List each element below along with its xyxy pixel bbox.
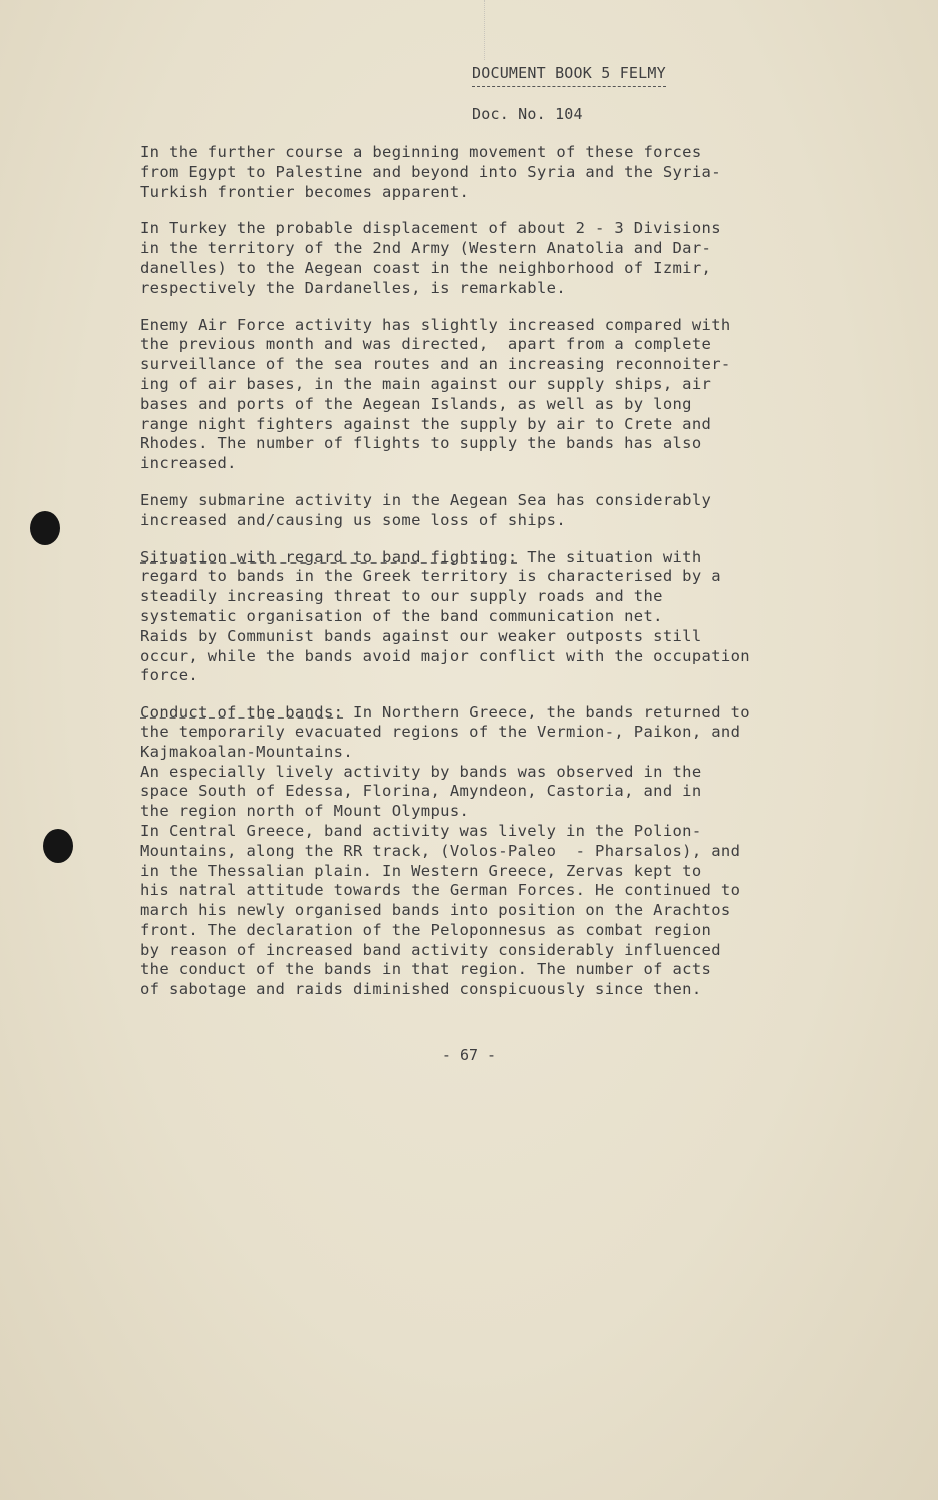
document-number: Doc. No. 104 [472,105,583,123]
document-body [140,143,880,1017]
page-number: - 67 - [441,1046,497,1064]
document-header [472,64,666,123]
punch-hole [30,511,60,545]
paragraph-submarine: Enemy submarine activity in the Aegean Sea has considerably increased and/causing us some loss of ships. [140,490,712,529]
document-title: DOCUMENT BOOK 5 FELMY [472,64,666,87]
punch-hole [43,829,73,863]
section-heading-band-fighting: Situation with regard to band fighting: [140,547,518,566]
paragraph-band-situation-text: The situation with regard to bands in the Greek territory is characterised by a steadily increasing threat to our supply roads and the systematic organisation of the band communication net. Raids by Communist bands against our weaker outposts still occur, while the bands avoid major conflict with the occupation force. [140,547,750,685]
paragraph-air-force: Enemy Air Force activity has slightly increased compared with the previous month and was directed, apart from a complete surveillance of the sea routes and an increasing reconnoiter- ing of air bases, in the main against our supply ships, air bases and ports of the Aegean Islands, as well as by long range night fighters against the supply by air to Crete and Rhodes. The number of flights to supply the bands has also increased. [140,315,731,473]
paragraph-conduct-of-bands-text: In Northern Greece, the bands returned to the temporarily evacuated regions of the Vermion-, Paikon, and Kajmakoalan-Mountains. An especially lively activity by bands was observed in the space South of Edessa, Florina, Amyndeon, Castoria, and in the region north of Mount Olympus. In Central Greece, band activity was lively in the Polion- Mountains, along the RR track, (Volos-Paleo - Pharsalos), and in the Thessalian plain. In Western Greece, Zervas kept to his natral attitude towards the German Forces. He continued to march his newly organised bands into position on the Arachtos front. The declaration of the Peloponnesus as combat region by reason of increased band activity considerably influenced the conduct of the bands in that region. The number of acts of sabotage and raids diminished conspicuously since then. [140,703,750,999]
paragraph-conduct-of-bands [140,703,880,1000]
paragraph-band-situation [140,548,880,687]
paragraph-turkey: In Turkey the probable displacement of about 2 - 3 Divisions in the territory of the 2nd Army (Western Anatolia and Dar- danelles) to the Aegean coast in the neighborhood of Izmir, respectively the Dardanelles, is remarkable. [140,219,721,297]
paragraph-middle-east-forces: In the further course a beginning movement of these forces from Egypt to Palestine and beyond into Syria and the Syria- Turkish frontier becomes apparent. [140,143,721,201]
section-heading-conduct-of-bands: Conduct of the bands: [140,703,344,722]
paper-mark [484,0,495,60]
